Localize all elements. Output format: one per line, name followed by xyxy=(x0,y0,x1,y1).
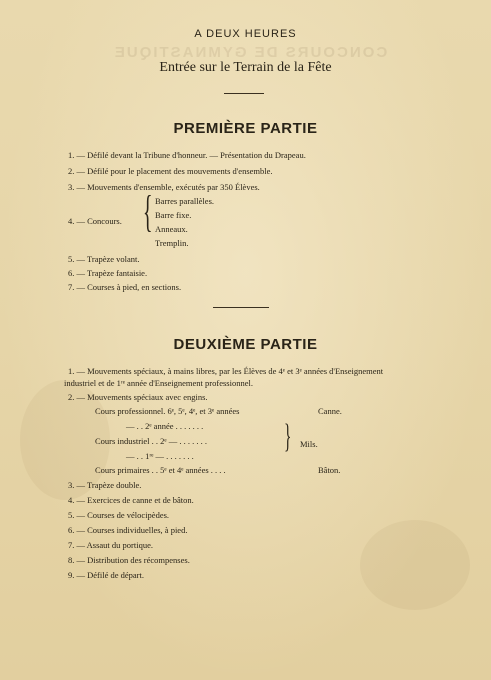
time-heading: A DEUX HEURES xyxy=(194,28,297,40)
engin-row: — . . 2ᵉ année . . . . . . . xyxy=(126,421,204,431)
part1-item-2: 2. — Défilé pour le placement des mouvements d'ensemble. xyxy=(68,166,273,176)
concours-item: Anneaux. xyxy=(155,224,188,234)
engin-row: Cours industriel . . 2ᵉ — . . . . . . . xyxy=(95,436,207,446)
part2-item-9: 9. — Défilé de départ. xyxy=(68,570,144,580)
part1-item-6: 6. — Trapèze fantaisie. xyxy=(68,268,148,278)
engin-tool: Bâton. xyxy=(318,465,341,475)
engin-tool: Canne. xyxy=(318,406,342,416)
part2-item-3: 3. — Trapèze double. xyxy=(68,480,142,490)
part2-item-8: 8. — Distribution des récompenses. xyxy=(68,555,190,565)
part2-item-1-line1: 1. — Mouvements spéciaux, à mains libres, par les Élèves de 4ᵉ et 3ᵉ années d'Enseignement xyxy=(68,366,384,376)
bleed-through-text: CONCOURS DE GYMNASTIQUE xyxy=(112,44,388,61)
engin-row: Cours professionnel. 6ᵉ, 5ᵉ, 4ᵉ, et 3ᵉ années xyxy=(95,406,240,416)
part2-item-2: 2. — Mouvements spéciaux avec engins. xyxy=(68,392,208,402)
concours-item: Barres parallèles. xyxy=(155,196,214,206)
divider-rule xyxy=(224,93,264,94)
part1-item-7: 7. — Courses à pied, en sections. xyxy=(68,282,182,292)
part1-item-3: 3. — Mouvements d'ensemble, exécutés par 350 Élèves. xyxy=(68,182,260,192)
paper-stain xyxy=(360,520,470,610)
part2-title: DEUXIÈME PARTIE xyxy=(173,336,318,353)
part2-item-6: 6. — Courses individuelles, à pied. xyxy=(68,525,188,535)
part2-item-7: 7. — Assaut du portique. xyxy=(68,540,153,550)
divider-rule xyxy=(213,307,269,308)
part1-item-4: 4. — Concours. xyxy=(68,216,122,226)
part1-item-1: 1. — Défilé devant la Tribune d'honneur. — Présentation du Drapeau. xyxy=(68,150,306,160)
entry-heading: Entrée sur le Terrain de la Fête xyxy=(159,60,332,75)
concours-item: Tremplin. xyxy=(155,238,189,248)
engin-row: — . . 1ʳᵉ — . . . . . . . xyxy=(126,451,194,461)
concours-item: Barre fixe. xyxy=(155,210,192,220)
part1-item-5: 5. — Trapèze volant. xyxy=(68,254,140,264)
engin-row: Cours primaires . . 5ᵉ et 4ᵉ années . . . . xyxy=(95,465,226,475)
part2-item-5: 5. — Courses de vélocipèdes. xyxy=(68,510,170,520)
part2-item-4: 4. — Exercices de canne et de bâton. xyxy=(68,495,194,505)
part2-item-1-line2: industriel et de 1ʳᵉ année d'Enseignement professionnel. xyxy=(64,378,253,388)
part1-title: PREMIÈRE PARTIE xyxy=(173,120,318,137)
concours-brace: { xyxy=(143,187,153,236)
mils-brace: } xyxy=(284,418,292,455)
engin-tool: Mils. xyxy=(300,439,318,449)
